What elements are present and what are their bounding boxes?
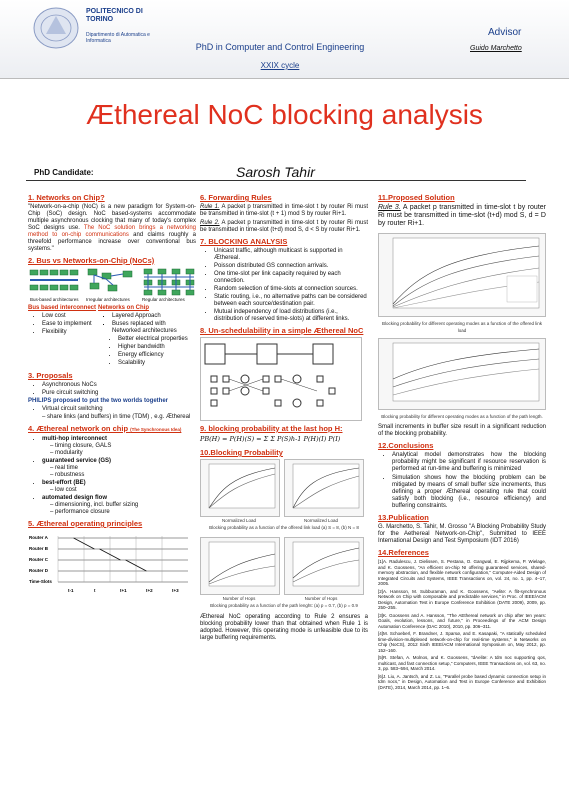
list-item: ▪ Buses replaced with Networked architectures (112, 321, 196, 335)
list-item: • Virtual circuit switching (42, 406, 196, 413)
list-item: • Static routing, i.e., no alternative paths can be considered between each source/destination pair. (214, 294, 368, 308)
list-item: • Random selection of time-slots at connection sources. (214, 286, 368, 293)
sub-item: – low cost (50, 487, 77, 493)
axis-label-row (200, 595, 368, 602)
figure-caption: Blocking probability as a function of the path lenght: (a) p = 0.7, (b) p = 0.9 (210, 603, 358, 608)
axis-label: Normalized Load (303, 518, 339, 523)
program-name: PhD in Computer and Control Engineering (195, 42, 365, 52)
section-title: 8. Un-schedulability in a simple Æthereal NoC (200, 326, 364, 335)
list-item (42, 480, 196, 494)
list-item: • Poisson distributed GS connection arrivals. (214, 263, 368, 270)
list-heading: automated design flow (42, 495, 108, 501)
advisor-label: Advisor (488, 27, 522, 38)
rule-text: A packet p transmitted in time-slot t by router Ri must be transmitted in time-slot (t + 1) mod S by router Ri+1. (200, 204, 369, 217)
aethereal-feature-list (28, 436, 196, 516)
rule-text: A packet p transmitted in time-slot t by router Ri must be transmitted in time-slot (t+d) mod S, d = D by router Ri+1. (378, 204, 546, 227)
slot-label: t-1 (68, 588, 74, 593)
blocking-load-plot-a (200, 459, 280, 517)
axis-label: Number of Hops (304, 596, 338, 601)
row-label: Router D (29, 568, 48, 573)
dash-item: – share links (and buffers) in time (TDM) , e.g. Æthereal (42, 414, 191, 420)
reference-item: [5]R. Stefan, A. Molnos, and K. Goossens, "dAelite: A tdm noc supporting qos, multicast, and fast connection setup," Computers, IEEE Transactions on, vol. 63, no. 3, pp. 583–594, March 2014. (378, 655, 546, 671)
column-3 (378, 190, 546, 692)
list-item: • Higher bandwidth (118, 344, 196, 351)
sub-item: – timing closure, GALS (50, 443, 112, 449)
reference-item: [6]J. Liu, A. Jantsch, and Z. Lu, "Parallel probe based dynamic connection setup in tdm nocs," in Design, Automation and Test in Europe Conference and Exhibition (DATE), 2014, March 2014, pp. 1–6. (378, 673, 546, 690)
reference-item: [2]A. Hansson, M. Subburaman, and K. Goossens, "Aelite: A flit-synchronous Network on Chip with composable and predictable services," in Proc. of IEEE/ACM Design, Automation Test in Europe Conference Exhibition (DATE 2009), 2009, pp. 250–255. (378, 588, 546, 610)
sub-item: – robustness (50, 472, 85, 478)
text: 4. Æthereal network on chip (28, 424, 129, 433)
architecture-diagram (28, 267, 196, 297)
figure-caption: Blocking probability as a function of the offered link load (a) S = 8, (b) N = 8 (209, 525, 359, 530)
rule-label: Rule 3. (378, 204, 401, 211)
list-heading: multi-hop interconnect (42, 436, 107, 442)
candidate-label: PhD Candidate: (34, 168, 94, 177)
header (0, 0, 569, 79)
cycle: XXIX cycle (260, 61, 300, 70)
text: share links (and buffers) in time (TDM) , e.g. Æthereal (47, 414, 191, 420)
text: and claims roughly a threefold performance increase over conventional bus systems." (28, 232, 197, 252)
list-item: • Flexibility (42, 329, 98, 336)
operating-principles-figure (28, 530, 192, 602)
rule-1 (200, 204, 368, 218)
axis-label: Number of Hops (222, 596, 256, 601)
divider (26, 180, 526, 181)
list-item (42, 495, 196, 516)
section-title: 5. Æthereal operating principles (28, 519, 143, 528)
operating-modes-load-plot (378, 233, 546, 317)
formula: PB(H) = P(H)(S) = Σ Σ P(S)h-1 P(H)(I) P(I) (200, 435, 341, 443)
list-heading: best-effort (BE) (42, 480, 86, 486)
row-label: Router A (29, 535, 48, 540)
list-heading: guaranteed service (GS) (42, 458, 112, 464)
row-label: Router C (29, 557, 48, 562)
list-item: • Mutual independency of load distributions (i.e., distribution of reserved time-slots) at different links. (214, 309, 368, 323)
column-2 (200, 190, 368, 644)
figure-caption: Blocking probability for different operating modes as a function of the path length. (381, 414, 543, 419)
router-diagram (201, 338, 361, 420)
reference-list (378, 559, 546, 690)
column-1 (28, 190, 196, 602)
paragraph: Small increments in buffer size result in a significant reduction of the blocking probability. (378, 424, 546, 437)
section-title (28, 425, 196, 433)
philips-text: PHILIPS proposed to put the two worlds together (28, 398, 168, 404)
publication-text: G. Marchetto, S. Tahir, M. Grosso "A Blocking Probability Study for the Aethereal Network-on-Chip", Submitted to IEEE International Design and Test Symposium (IDT 2016) (378, 524, 546, 544)
list-item: • Asynchronous NoCs (42, 382, 196, 389)
list-item: • Simulation shows how the blocking problem can be mitigated by means of small buffer size increments, thus defining a proper Æthereal operating rule that could satisfy both blocking (i.e., resource efficiency) and buffering constraints. (392, 475, 546, 510)
rule-label: Rule 1. (200, 204, 220, 210)
figure-row (200, 459, 368, 517)
advisor-name: Guido Marchetto (470, 45, 522, 52)
bus-column (28, 305, 98, 368)
section-title: 1. Networks on Chip? (28, 193, 105, 202)
sub-item: – performance closure (50, 509, 110, 515)
comparison (28, 305, 196, 368)
slot-label: t+1 (120, 588, 127, 593)
list-item: ▪ Layered Approach (112, 313, 196, 320)
row-label: Time-Slots (29, 579, 52, 584)
list-item: • Better electrical properties (118, 336, 196, 343)
list-item: • Scalability (118, 360, 196, 367)
blocking-hops-plot-b (284, 537, 364, 595)
axis-label: Normalized Load (221, 518, 257, 523)
noc-heading: Networks on Chip (98, 305, 150, 311)
sub-item: – real time (50, 465, 79, 471)
slot-label: t+3 (172, 588, 179, 593)
reference-item: [3]K. Goossens and A. Hansson, "The AEthereal network on chip after ten years: Goals, evolution, lessons, and future," in Proceedings of the ACM Design Automation Conference (DAC 2010), 2010, pp. 306–311. (378, 612, 546, 629)
university-name: POLITECNICO DI TORINO (86, 8, 143, 23)
section-title: 2. Bus vs Networks-on-Chip (NoCs) (28, 256, 155, 265)
unschedulability-figure (200, 337, 362, 421)
paragraph: Æthereal NoC operating according to Rule 2 ensures a blocking probability lower than that obtained when Rule 1 is adopted. However, this operating mode is unfeasible due to its large buffering requirements. (200, 614, 368, 641)
operating-modes-hops-plot (378, 338, 546, 410)
section-title: 13.Publication (378, 513, 429, 522)
rule-text: A packet p transmitted in time-slot t by router Ri must be transmitted in time-slot (t+d) mod S, d < S by router Ri+1. (200, 220, 369, 233)
text: "Network-on-a-chip (NoC) is a new paradigm for System-on-Chip (SoC) design. NoC based-systems accommodate multiple asynchronous clocking that many of today's complex SoC designs use. (28, 204, 196, 231)
section-title: 9. blocking probability at the last hop H: (200, 424, 343, 433)
list-item: • Analytical model demonstrates how the blocking probability might be significant if resource reservation is performed at run-time and buffering is minimized (392, 452, 546, 473)
figure-caption: Irregular architectures (86, 297, 130, 302)
text: (The Synchronous Idea) (130, 427, 182, 432)
section-title: 12.Conclusions (378, 441, 434, 450)
paragraph (28, 204, 196, 253)
blocking-load-plot-b (284, 459, 364, 517)
section-title: 7. BLOCKING ANALYSIS (200, 237, 288, 246)
sub-item: – modularity (50, 450, 83, 456)
timeslot-diagram (28, 530, 192, 602)
list-item (42, 436, 196, 457)
list-item: • Unicast traffic, although multicast is supported in Æthereal. (214, 248, 368, 262)
department-name: Dipartimento di Automatica e Informatica (86, 32, 150, 44)
candidate-name: Sarosh Tahir (236, 164, 315, 180)
rule-label: Rule 2. (200, 220, 220, 226)
rule-3 (378, 204, 546, 228)
reference-item: [1]A. Radulescu, J. Dielissen, S. Pestana, O. Gangwal, E. Rijpkema, P. Wielage, and K. Goossens, "An efficient on-chip NI offering guaranteed services, shared-memory abstraction, and flexible network configuration," Computer-Aided Design of Integrated Circuits and Systems, IEEE Transactions on, vol. 24, no. 1, pp. 4–17, 2005. (378, 559, 546, 586)
architecture-figure (28, 267, 196, 305)
list-item: • One time-slot per link capacity required by each connection. (214, 271, 368, 285)
blocking-hops-plot-a (200, 537, 280, 595)
list-item: • Ease to implement (42, 321, 98, 328)
figure-caption: Blocking probability for different operating modes as a function of the offered link load (382, 321, 542, 333)
section-title: 10.Blocking Probability (200, 448, 283, 457)
figure-row (200, 537, 368, 595)
figure-caption: Bus-based architectures (30, 297, 79, 302)
axis-label-row (200, 517, 368, 524)
highlight-text: The NoC solution brings a networking method to on-chip communications (28, 225, 197, 238)
list-item: • Pure circuit switching (42, 390, 196, 397)
poster-title: Æthereal NoC blocking analysis (86, 99, 483, 130)
section-title: 3. Proposals (28, 371, 73, 380)
section-title: 6. Forwarding Rules (200, 193, 272, 202)
figure-caption: Regular architectures (142, 297, 185, 302)
list-item (42, 458, 196, 479)
section-title: 11.Proposed Solution (378, 193, 455, 202)
university-seal-icon (32, 6, 80, 50)
row-label: Router B (29, 546, 48, 551)
list-item: • Energy efficiency (118, 352, 196, 359)
sub-item: – dimensioning, incl. buffer sizing (50, 502, 139, 508)
list-item: • Low cost (42, 313, 98, 320)
rule-2 (200, 220, 368, 234)
section-title: 14.References (378, 548, 429, 557)
slot-label: t+2 (146, 588, 153, 593)
slot-label: t (94, 588, 96, 593)
noc-column (98, 305, 196, 368)
bus-heading: Bus based interconnect (28, 305, 97, 311)
reference-item: [4]M. Schoeberl, F. Brandner, J. Sparsø, and E. Kasapaki, "A statically scheduled time-division-multiplexed network-on-chip for real-time systems," in Networks on Chip (NoCS), 2012 Sixth IEEE/ACM International Symposium on, May 2012, pp. 152–160. (378, 631, 546, 653)
